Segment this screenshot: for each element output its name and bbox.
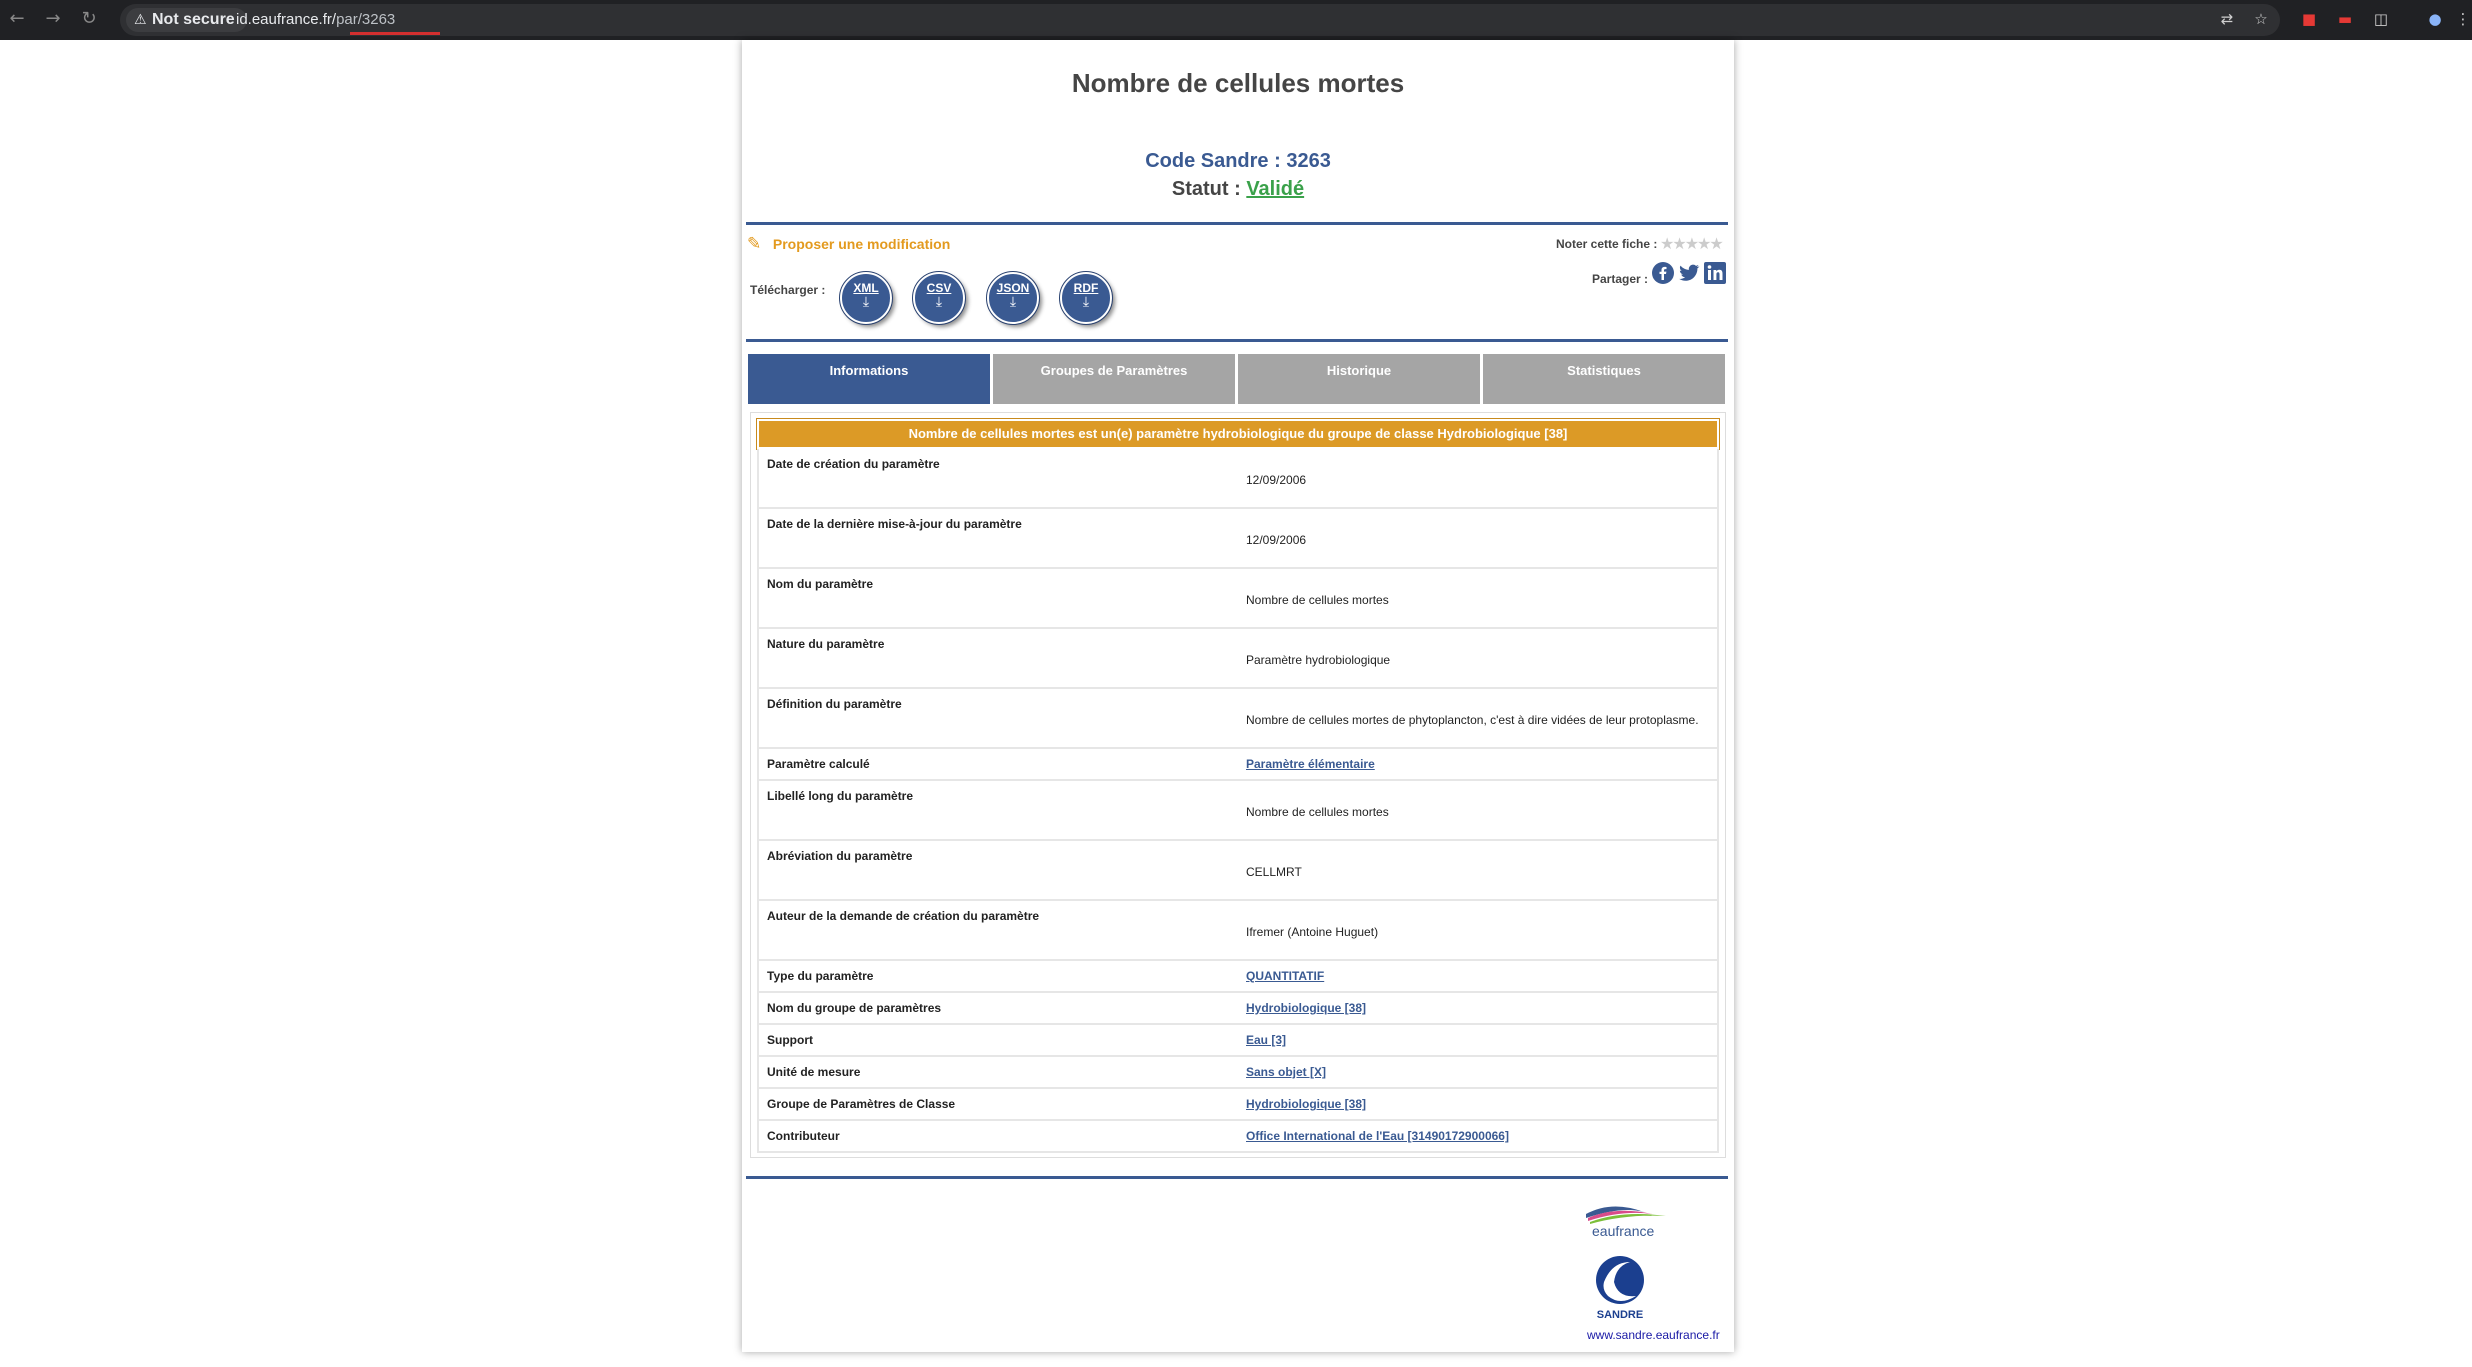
row-value: Nombre de cellules mortes de phytoplancton, c'est à dire vidées de leur protoplasme. [1246, 713, 1699, 727]
url-path: par/3263 [336, 11, 396, 28]
statut-line [742, 178, 1734, 201]
row-key: Nature du paramètre [767, 637, 885, 651]
row-value-link[interactable]: Hydrobiologique [38] [1246, 1097, 1366, 1111]
sandre-website-link[interactable]: www.sandre.eaufrance.fr [1587, 1328, 1720, 1342]
browser-toolbar [0, 0, 2472, 40]
table-row [757, 841, 1719, 901]
table-row [757, 1089, 1719, 1121]
row-value: Ifremer (Antoine Huguet) [1246, 925, 1379, 939]
security-chip[interactable] [126, 8, 247, 32]
row-value-link[interactable]: Paramètre élémentaire [1246, 757, 1375, 771]
row-value: 12/09/2006 [1246, 473, 1307, 487]
download-icon: ⤓ [935, 294, 943, 310]
tab-statistiques[interactable]: Statistiques [1483, 354, 1725, 404]
row-key: Type du paramètre [767, 969, 874, 983]
footer-divider [746, 1176, 1728, 1179]
extensions-puzzle-icon[interactable]: ◫ [2373, 10, 2389, 28]
code-sandre: Code Sandre : 3263 [1145, 150, 1331, 172]
propose-label: Proposer une modification [772, 236, 951, 252]
download-icon: ⤓ [1082, 294, 1090, 310]
row-key: Nom du groupe de paramètres [767, 1001, 942, 1015]
url-text[interactable] [236, 11, 395, 28]
table-row [757, 689, 1719, 749]
eaufrance-logo[interactable] [1582, 1202, 1672, 1242]
url-annotation-underline [350, 32, 440, 35]
menu-icon[interactable]: ⋮ [2455, 10, 2471, 28]
row-value-link[interactable]: QUANTITATIF [1246, 969, 1325, 983]
forward-icon[interactable]: → [45, 8, 61, 29]
download-json-button[interactable] [987, 272, 1039, 324]
statut-value-link[interactable]: Validé [1246, 178, 1305, 200]
table-row [757, 781, 1719, 841]
reload-icon[interactable]: ↻ [81, 8, 97, 29]
row-key: Paramètre calculé [767, 757, 870, 771]
bookmark-star-icon[interactable]: ☆ [2254, 10, 2268, 28]
tab-groupes-parametres[interactable]: Groupes de Paramètres [993, 354, 1235, 404]
download-csv-button[interactable] [913, 272, 965, 324]
rate-label: Noter cette fiche : [1556, 237, 1658, 251]
row-key: Unité de mesure [767, 1065, 861, 1079]
table-row [757, 449, 1719, 509]
rating-stars[interactable]: ★★★★★ [1660, 234, 1722, 253]
row-key: Groupe de Paramètres de Classe [767, 1097, 956, 1111]
twitter-icon[interactable] [1677, 261, 1701, 285]
table-row [757, 1025, 1719, 1057]
pencil-icon: ✎ [747, 234, 762, 254]
row-key: Date de la dernière mise-à-jour du paramètre [767, 517, 1022, 531]
row-key: Nom du paramètre [767, 577, 874, 591]
warning-icon: ⚠ [134, 12, 147, 28]
row-key: Libellé long du paramètre [767, 789, 914, 803]
row-key: Date de création du paramètre [767, 457, 940, 471]
url-host: id.eaufrance.fr/ [236, 11, 337, 28]
download-format-label: XML [853, 281, 879, 295]
propose-modification-link[interactable] [747, 234, 950, 254]
row-value-link[interactable]: Sans objet [X] [1246, 1065, 1327, 1079]
download-label: Télécharger : [750, 283, 826, 297]
extension-icon[interactable]: ■ [2301, 10, 2317, 28]
download-format-label: JSON [996, 281, 1030, 295]
row-value: Nombre de cellules mortes [1246, 805, 1389, 819]
table-row [757, 509, 1719, 569]
page-title: Nombre de cellules mortes [1071, 68, 1405, 98]
sandre-logo-text: SANDRE [1596, 1309, 1644, 1320]
row-key: Abréviation du paramètre [767, 849, 913, 863]
row-key: Support [767, 1033, 813, 1047]
row-value-link[interactable]: Eau [3] [1246, 1033, 1287, 1047]
row-key: Définition du paramètre [767, 697, 902, 711]
row-value-link[interactable]: Office International de l'Eau [31490172900066] [1246, 1129, 1509, 1143]
table-row [757, 993, 1719, 1025]
content-page [742, 40, 1734, 1352]
download-icon: ⤓ [1009, 294, 1017, 310]
table-row [757, 961, 1719, 993]
table-row [757, 901, 1719, 961]
translate-icon[interactable]: ⇄ [2220, 10, 2234, 28]
facebook-icon[interactable] [1651, 261, 1675, 285]
row-value: Nombre de cellules mortes [1246, 593, 1389, 607]
row-key: Contributeur [767, 1129, 840, 1143]
divider [746, 222, 1728, 225]
information-panel [750, 412, 1726, 1158]
download-rdf-button[interactable] [1060, 272, 1112, 324]
table-row [757, 749, 1719, 781]
back-icon[interactable]: ← [9, 8, 25, 29]
statut-label: Statut : [1171, 178, 1241, 200]
linkedin-icon[interactable] [1703, 261, 1727, 285]
extension-icon[interactable]: ▬ [2337, 10, 2353, 28]
row-value: 12/09/2006 [1246, 533, 1307, 547]
address-bar[interactable] [120, 4, 2280, 36]
row-value-link[interactable]: Hydrobiologique [38] [1246, 1001, 1366, 1015]
security-label: Not secure [152, 11, 235, 28]
download-icon: ⤓ [862, 294, 870, 310]
table-row [757, 1057, 1719, 1089]
eaufrance-logo-text: eaufrance [1592, 1223, 1655, 1239]
information-table [757, 449, 1719, 1153]
profile-avatar-icon[interactable]: ● [2428, 10, 2442, 28]
download-format-label: CSV [926, 281, 952, 295]
download-xml-button[interactable] [840, 272, 892, 324]
table-row [757, 629, 1719, 689]
sandre-logo[interactable] [1590, 1252, 1650, 1320]
description-banner: Nombre de cellules mortes est un(e) paramètre hydrobiologique du groupe de classe Hydrobiologique [38] [757, 419, 1719, 449]
row-key: Auteur de la demande de création du paramètre [767, 909, 1040, 923]
divider [746, 339, 1728, 342]
tab-historique[interactable]: Historique [1238, 354, 1480, 404]
row-value: CELLMRT [1246, 865, 1302, 879]
row-value: Paramètre hydrobiologique [1246, 653, 1391, 667]
download-format-label: RDF [1073, 281, 1099, 295]
table-row [757, 569, 1719, 629]
table-row [757, 1121, 1719, 1153]
share-label: Partager : [1592, 272, 1649, 286]
tab-informations[interactable]: Informations [748, 354, 990, 404]
